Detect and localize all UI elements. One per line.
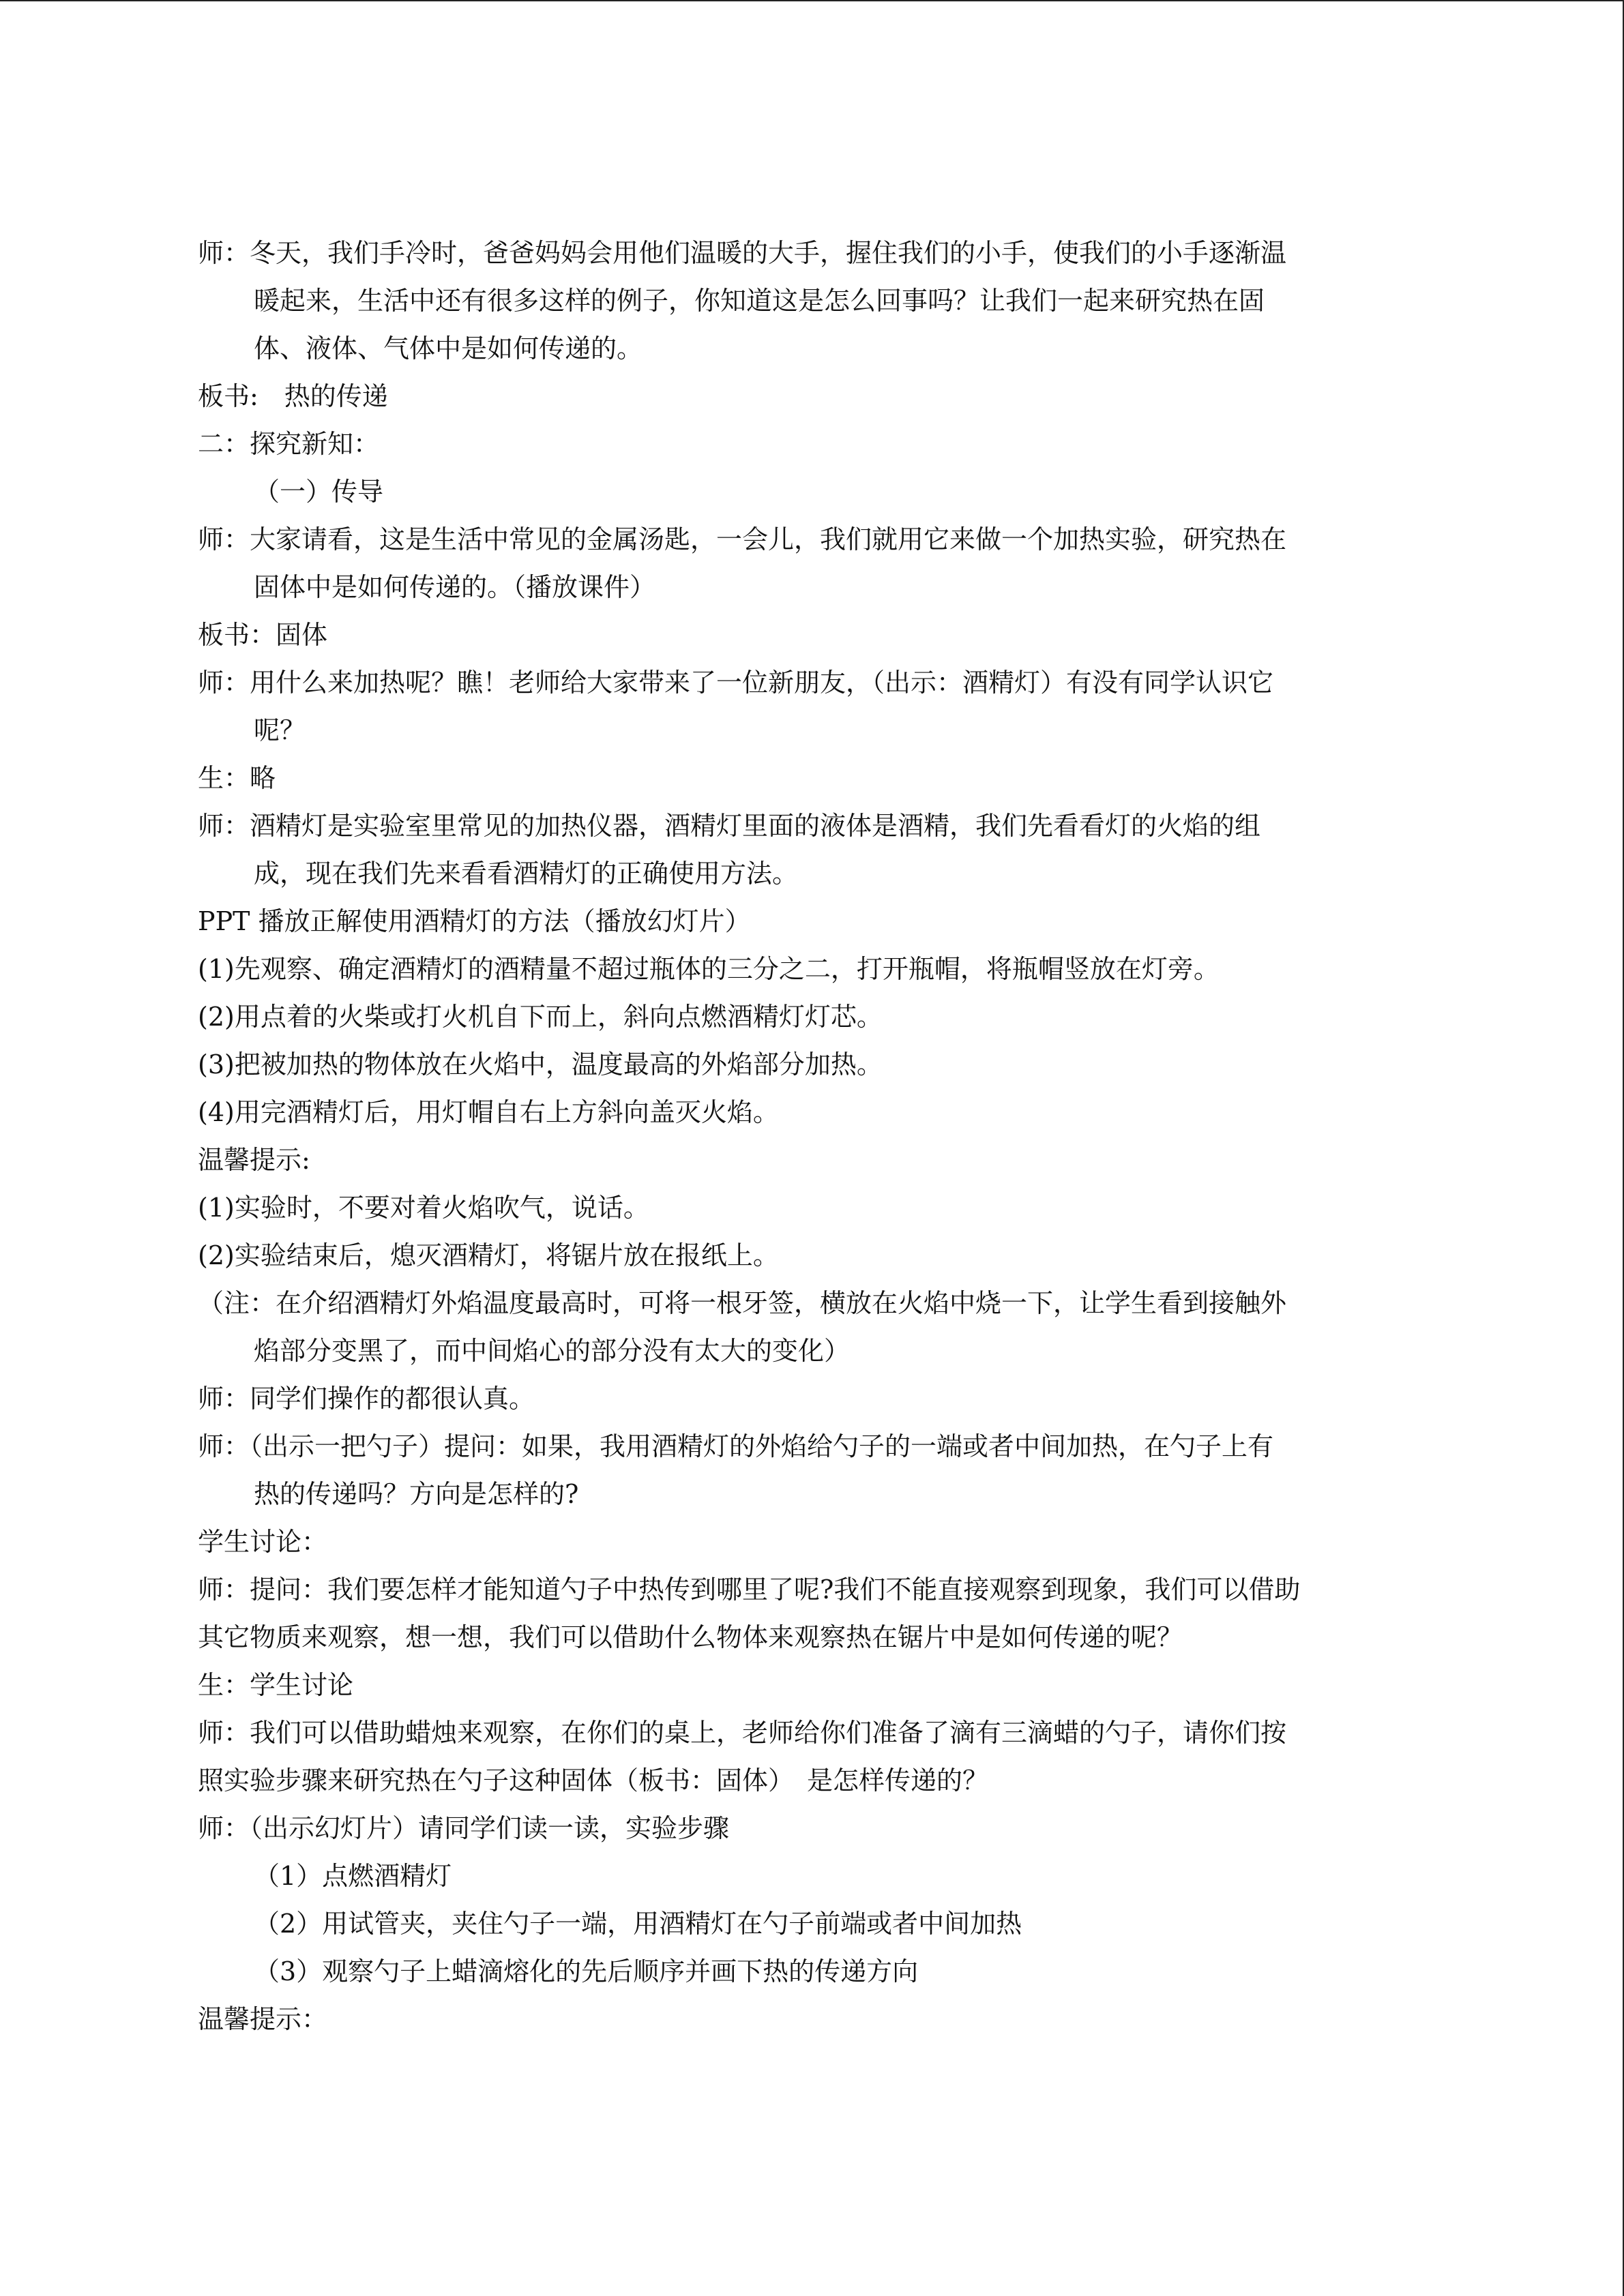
text-line: 温馨提示: <box>198 1145 310 1175</box>
document-body <box>198 229 1419 2043</box>
text-line: 板书: 热的传递 <box>198 381 388 411</box>
text-line: 照实验步骤来研究热在勺子这种固体（板书：固体） 是怎样传递的？ <box>198 1765 989 1795</box>
text-line: 板书：固体 <box>198 620 328 650</box>
text-line: 师：（出示一把勺子）提问：如果，我用酒精灯的外焰给勺子的一端或者中间加热，在勺子上有 <box>198 1431 1274 1461</box>
text-line: 师：（出示幻灯片）请同学们读一读，实验步骤 <box>198 1813 730 1843</box>
text-line: 师：同学们操作的都很认真。 <box>198 1384 535 1414</box>
text-line: 师：用什么来加热呢？瞧！老师给大家带来了一位新朋友，（出示：酒精灯）有没有同学认识它 <box>198 668 1274 698</box>
list-item: （2）用试管夹，夹住勺子一端，用酒精灯在勺子前端或者中间加热 <box>254 1909 1022 1939</box>
note-line: （注：在介绍酒精灯外焰温度最高时，可将一根牙签，横放在火焰中烧一下，让学生看到接触外 <box>198 1288 1287 1318</box>
text-line: 生：学生讨论 <box>198 1670 354 1700</box>
text-line: 体、液体、气体中是如何传递的。 <box>254 333 643 363</box>
text-line: 生：略 <box>198 763 276 793</box>
text-line: 师：我们可以借助蜡烛来观察，在你们的桌上，老师给你们准备了滴有三滴蜡的勺子，请你们按 <box>198 1718 1287 1748</box>
list-item: (4)用完酒精灯后，用灯帽自右上方斜向盖灭火焰。 <box>198 1097 779 1127</box>
text-line: 暖起来，生活中还有很多这样的例子，你知道这是怎么回事吗？让我们一起来研究热在固 <box>254 286 1265 316</box>
text-line: 呢？ <box>254 715 306 745</box>
text-line: PPT 播放正解使用酒精灯的方法（播放幻灯片） <box>198 906 751 936</box>
text-line: 师：提问：我们要怎样才能知道勺子中热传到哪里了呢?我们不能直接观察到现象，我们可以借助 <box>198 1575 1301 1605</box>
list-item: (1)实验时，不要对着火焰吹气，说话。 <box>198 1193 649 1223</box>
text-line: 学生讨论： <box>198 1527 328 1557</box>
list-item: (2)实验结束后，熄灭酒精灯，将锯片放在报纸上。 <box>198 1240 779 1270</box>
text-line: 固体中是如何传递的。（播放课件） <box>254 572 656 602</box>
text-line: 师：冬天，我们手冷时，爸爸妈妈会用他们温暖的大手，握住我们的小手，使我们的小手逐渐温 <box>198 238 1287 268</box>
list-item: (1)先观察、确定酒精灯的酒精量不超过瓶体的三分之二，打开瓶帽，将瓶帽竖放在灯旁。 <box>198 954 1220 984</box>
list-item: （3）观察勺子上蜡滴熔化的先后顺序并画下热的传递方向 <box>254 1956 919 1986</box>
list-item: (3)把被加热的物体放在火焰中，温度最高的外焰部分加热。 <box>198 1049 883 1079</box>
text-line: 其它物质来观察，想一想，我们可以借助什么物体来观察热在锯片中是如何传递的呢？ <box>198 1622 1183 1652</box>
text-line: 成，现在我们先来看看酒精灯的正确使用方法。 <box>254 859 799 889</box>
text-line: 热的传递吗？方向是怎样的? <box>254 1479 579 1509</box>
subsection-heading: （一）传导 <box>254 477 384 507</box>
text-line: 师：酒精灯是实验室里常见的加热仪器，酒精灯里面的液体是酒精，我们先看看灯的火焰的组 <box>198 811 1261 841</box>
text-line: 师：大家请看，这是生活中常见的金属汤匙，一会儿，我们就用它来做一个加热实验，研究热在 <box>198 524 1287 554</box>
section-heading: 二：探究新知： <box>198 429 380 459</box>
list-item: （1）点燃酒精灯 <box>254 1861 452 1891</box>
note-line: 焰部分变黑了，而中间焰心的部分没有太大的变化） <box>254 1336 851 1366</box>
list-item: (2)用点着的火柴或打火机自下而上，斜向点燃酒精灯灯芯。 <box>198 1002 883 1032</box>
text-line: 温馨提示： <box>198 2004 328 2034</box>
